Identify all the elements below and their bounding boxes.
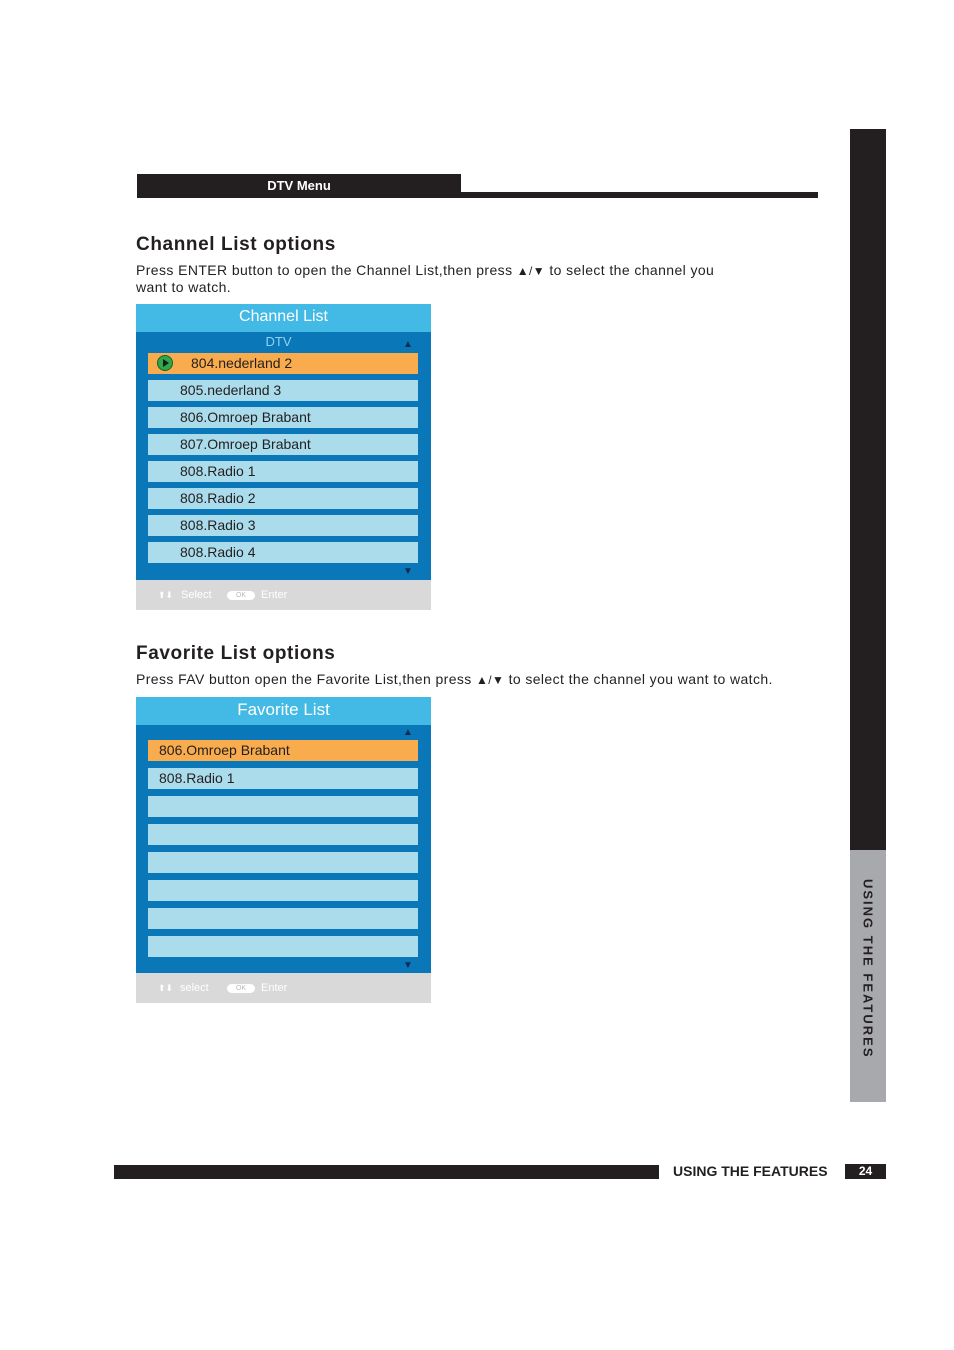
favorite-list-title: Favorite List [136, 697, 431, 725]
ok-key: OK [227, 591, 255, 600]
favorite-list-footer [136, 973, 431, 1003]
updown-arrows-icon: ▲/▼ [516, 264, 546, 278]
channel-name: 804.nederland 2 [191, 355, 293, 371]
select-hint: Select [181, 589, 212, 601]
page-number: 24 [845, 1164, 886, 1179]
channel-row[interactable] [148, 434, 418, 455]
channel-name: 806.Omroep Brabant [180, 409, 311, 425]
down-arrow-icon: ▼ [403, 566, 413, 577]
channel-row[interactable] [148, 461, 418, 482]
channel-desc-text-1: Press ENTER button to open the Channel List,then press [136, 262, 517, 278]
channel-name: 808.Radio 1 [159, 770, 235, 786]
channel-name: 808.Radio 2 [180, 490, 256, 506]
channel-name: 808.Radio 4 [180, 544, 256, 560]
up-arrow-icon: ▲ [403, 339, 413, 350]
enter-hint: Enter [261, 589, 288, 601]
header-rule [461, 192, 818, 198]
up-arrow-icon: ▲ [403, 727, 413, 738]
select-hint: select [180, 982, 209, 994]
channel-row[interactable] [148, 515, 418, 536]
updown-arrows-icon: ⬆⬇ [158, 983, 174, 993]
channel-name: 805.nederland 3 [180, 382, 282, 398]
channel-row[interactable] [148, 542, 418, 563]
channel-list-description [136, 262, 776, 295]
favorite-row-empty[interactable] [148, 852, 418, 873]
side-tab-dark [850, 129, 886, 850]
favorite-row-empty[interactable] [148, 796, 418, 817]
favorite-row[interactable] [148, 740, 418, 761]
section-header: DTV Menu [137, 174, 461, 198]
favorite-list-screen [136, 697, 431, 1003]
channel-row[interactable] [148, 407, 418, 428]
favorite-list-heading: Favorite List options [136, 643, 336, 664]
channel-list-heading: Channel List options [136, 234, 336, 255]
footer-chapter: USING THE FEATURES [673, 1163, 828, 1179]
channel-list-screen [136, 304, 431, 610]
down-arrow-icon: ▼ [403, 960, 413, 971]
favorite-list-description [136, 671, 836, 688]
favorite-row-empty[interactable] [148, 880, 418, 901]
favorite-row-empty[interactable] [148, 824, 418, 845]
updown-arrows-icon: ▲/▼ [475, 673, 505, 687]
favorite-row-empty[interactable] [148, 936, 418, 957]
footer-rule [114, 1165, 659, 1179]
channel-name: 807.Omroep Brabant [180, 436, 311, 452]
channel-row[interactable] [148, 488, 418, 509]
favorite-desc-text-1: Press FAV button open the Favorite List,then press [136, 671, 476, 687]
channel-name: 808.Radio 3 [180, 517, 256, 533]
channel-list-subtitle: DTV [265, 334, 292, 349]
enter-hint: Enter [261, 982, 288, 994]
channel-name: 808.Radio 1 [180, 463, 256, 479]
side-tab [850, 850, 886, 1102]
play-icon [157, 355, 173, 371]
favorite-row-empty[interactable] [148, 908, 418, 929]
channel-name: 806.Omroep Brabant [159, 742, 290, 758]
channel-desc-text-3: want to watch. [136, 279, 232, 295]
updown-arrows-icon: ⬆⬇ [158, 590, 174, 600]
side-tab-label: USING THE FEATURES [860, 879, 876, 1059]
channel-row[interactable] [148, 380, 418, 401]
channel-desc-text-2: to select the channel you [545, 262, 715, 278]
favorite-row[interactable] [148, 768, 418, 789]
channel-list-title: Channel List [136, 304, 431, 332]
ok-key: OK [227, 984, 255, 993]
channel-list-footer [136, 580, 431, 610]
channel-row[interactable] [148, 353, 418, 374]
favorite-desc-text-2: to select the channel you want to watch. [504, 671, 773, 687]
